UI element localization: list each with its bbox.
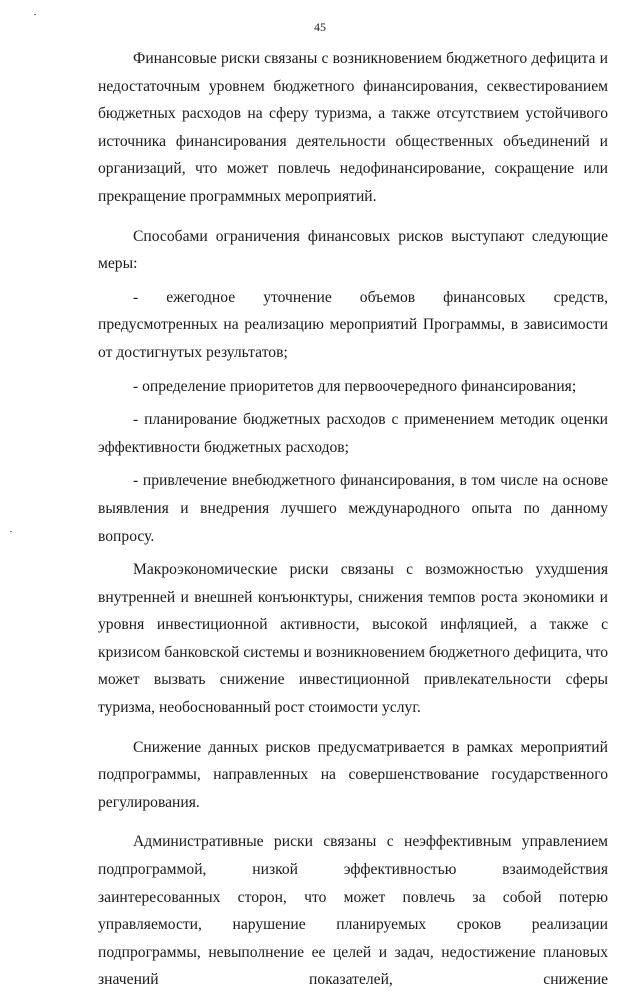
paragraph-risk-measures: Способами ограничения финансовых рисков выступают следующие меры: bbox=[98, 227, 608, 273]
scan-mark bbox=[34, 14, 36, 15]
paragraph-financial-risks: Финансовые риски связаны с возникновением бюджетного дефицита и недостаточным уровнем бюджетного финансирования, секвестированием бюджетных расходов на сферу туризма, а также отсутствием устойчивого источника финансирования деятельности общественных объединений и организаций, что может повлечь недофинансирование, сокращение или прекращение программных мероприятий. bbox=[98, 50, 608, 205]
body-text bbox=[98, 45, 608, 994]
paragraph-risk-reduction: Снижение данных рисков предусматривается в рамках мероприятий подпрограммы, направленных на совершенствование государственного регулирования. bbox=[98, 738, 608, 811]
paragraph-administrative-risks: Административные риски связаны с неэффективным управлением подпрограммой, низкой эффективностью взаимодействия заинтересованных сторон, что может повлечь за собой потерю управляемости, нарушение планируемых сроков реализации подпрограммы, невыполнение ее целей и задач, недостижение плановых значений показателей, снижение bbox=[98, 833, 608, 989]
scan-mark bbox=[10, 531, 12, 532]
list-item: - привлечение внебюджетного финансирования, в том числе на основе выявления и внедрения лучшего международного опыта по данному вопросу. bbox=[98, 472, 608, 545]
list-item: - определение приоритетов для первоочередного финансирования; bbox=[133, 377, 577, 395]
list-item: - ежегодное уточнение объемов финансовых средств, предусмотренных на реализацию мероприятий Программы, в зависимости от достигнутых результатов; bbox=[98, 288, 608, 361]
paragraph-macroeconomic-risks: Макроэкономические риски связаны с возможностью ухудшения внутренней и внешней конъюнктуры, снижения темпов роста экономики и уровня инвестиционной активности, высокой инфляцией, а также с кризисом банковской системы и возникновением бюджетного дефицита, что может вызвать снижение инвестиционной привлекательности сферы туризма, необоснованный рост стоимости услуг. bbox=[98, 561, 608, 717]
list-item: - планирование бюджетных расходов с применением методик оценки эффективности бюджетных расходов; bbox=[98, 411, 608, 456]
page-number: 45 bbox=[314, 20, 326, 34]
